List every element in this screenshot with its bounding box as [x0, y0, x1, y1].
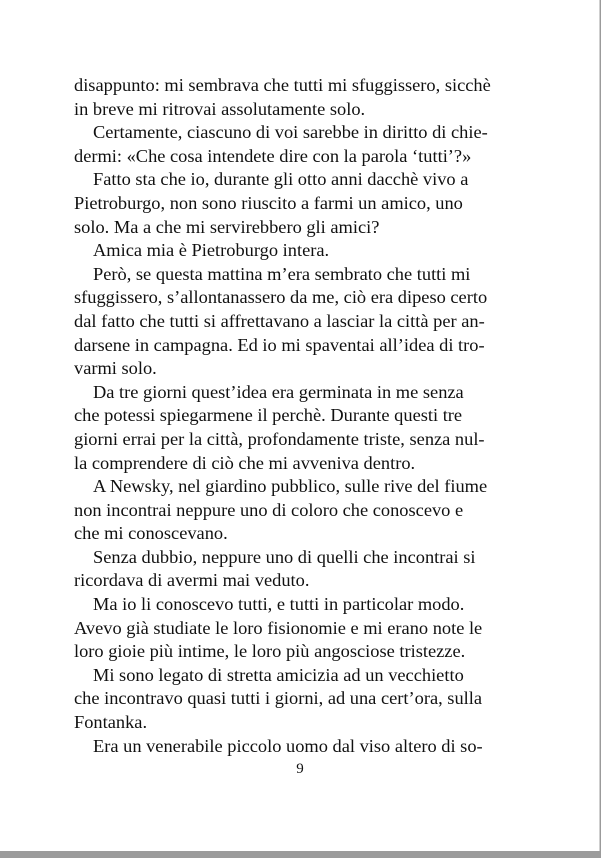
text-line: Amica mia è Pietroburgo intera. [93, 240, 330, 261]
text-line: Pietroburgo, non sono riuscito a farmi un amico, uno [74, 192, 463, 213]
text-line: Avevo già studiate le loro fisionomie e mi erano note le [74, 617, 483, 638]
text-line: dermi: «Che cosa intendete dire con la parola ‘tutti’?» [74, 145, 472, 166]
paragraph [74, 546, 529, 593]
text-line: Fontanka. [74, 712, 148, 733]
text-line: loro gioie più intime, le loro più angosciose tristezze. [74, 641, 466, 662]
body-text [74, 74, 529, 758]
paragraph [74, 735, 529, 759]
paragraph [74, 381, 529, 475]
paragraph [74, 664, 529, 735]
paragraph [74, 593, 529, 664]
text-line: non incontrai neppure uno di coloro che conoscevo e [74, 499, 464, 520]
text-line: Da tre giorni quest’idea era germinata in me senza [93, 381, 464, 402]
text-line: in breve mi ritrovai assolutamente solo. [74, 98, 366, 119]
text-line: dal fatto che tutti si affrettavano a lasciar la città per an- [74, 310, 485, 331]
text-line: darsene in campagna. Ed io mi spaventai all’idea di tro- [74, 334, 485, 355]
text-line: solo. Ma a che mi servirebbero gli amici? [74, 216, 380, 237]
text-line: Era un venerabile piccolo uomo dal viso altero di so- [93, 735, 483, 756]
text-line: ricordava di avermi mai veduto. [74, 570, 310, 591]
paragraph [74, 121, 529, 168]
text-line: la comprendere di ciò che mi avveniva dentro. [74, 452, 416, 473]
text-line: varmi solo. [74, 358, 157, 379]
paragraph [74, 263, 529, 381]
paragraph [74, 239, 529, 263]
paragraph [74, 168, 529, 239]
paragraph [74, 74, 529, 121]
text-line: Certamente, ciascuno di voi sarebbe in diritto di chie- [93, 122, 488, 143]
text-line: sfuggissero, s’allontanassero da me, ciò era dipeso certo [74, 287, 488, 308]
text-line: che incontravo quasi tutti i giorni, ad una cert’ora, sulla [74, 688, 483, 709]
text-line: Senza dubbio, neppure uno di quelli che incontrai si [93, 546, 476, 567]
page-number: 9 [296, 761, 304, 777]
text-line: disappunto: mi sembrava che tutti mi sfuggissero, sicchè [74, 75, 491, 95]
text-line: A Newsky, nel giardino pubblico, sulle rive del fiume [93, 476, 488, 497]
text-line: giorni errai per la città, profondamente triste, senza nul- [74, 428, 485, 449]
text-line: Mi sono legato di stretta amicizia ad un vecchietto [93, 664, 464, 685]
text-line: Però, se questa mattina m’era sembrato che tutti mi [93, 263, 471, 284]
text-line: Ma io li conoscevo tutti, e tutti in particolar modo. [93, 594, 465, 615]
text-line: Fatto sta che io, durante gli otto anni dacchè vivo a [93, 169, 469, 190]
text-line: che mi conoscevano. [74, 523, 228, 544]
paragraph [74, 475, 529, 546]
text-line: che potessi spiegarmene il perchè. Durante questi tre [74, 405, 463, 426]
